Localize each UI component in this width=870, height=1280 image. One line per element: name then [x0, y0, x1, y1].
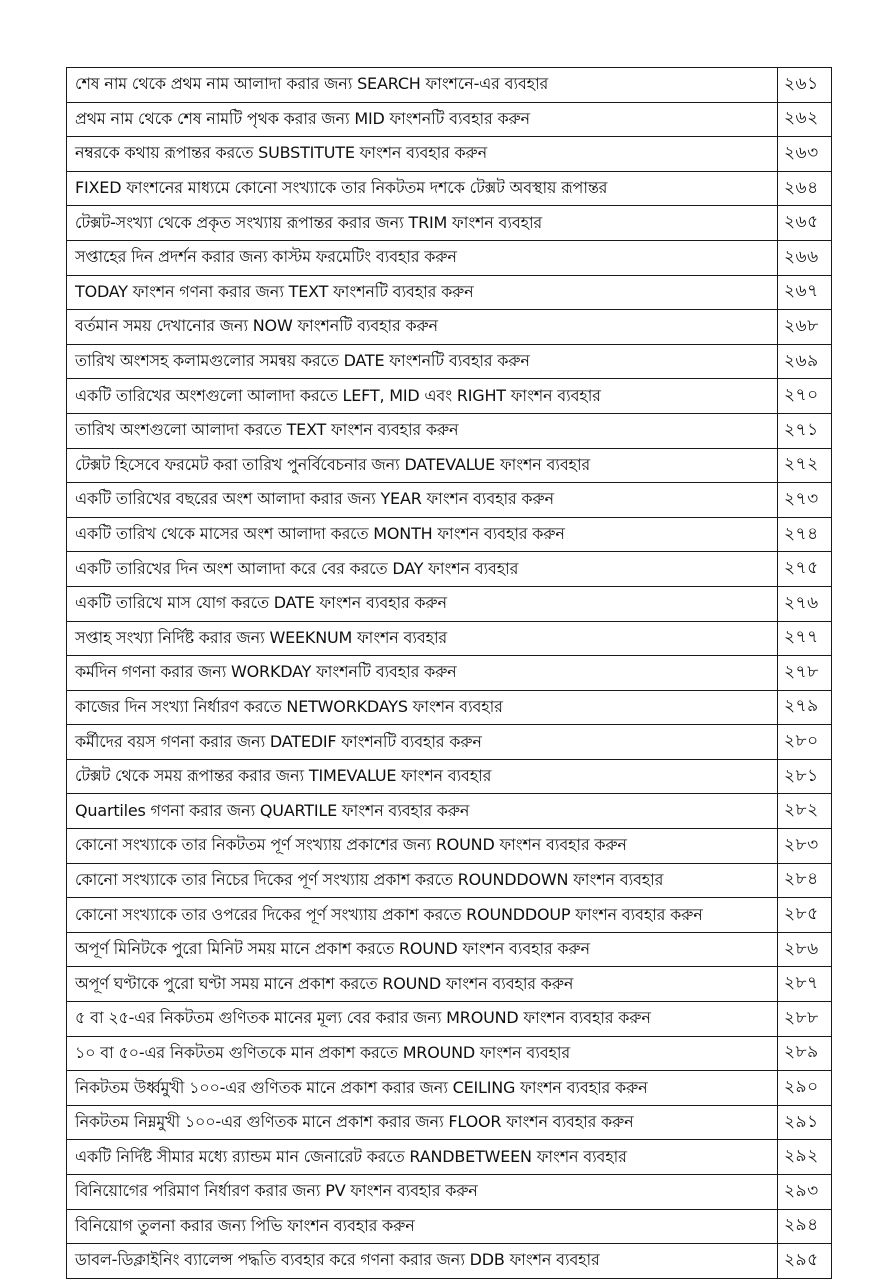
toc-entry-page-number: ২৯৪: [778, 1209, 832, 1244]
toc-entry-page-number: ২৮৯: [778, 1036, 832, 1071]
toc-entry-title: অপূর্ণ ঘণ্টাকে পুরো ঘণ্টা সময় মানে প্রকাশ করতে ROUND ফাংশন ব্যবহার করুন: [67, 967, 778, 1002]
toc-entry-page-number: ২৮৭: [778, 967, 832, 1002]
toc-row: [67, 586, 832, 621]
toc-entry-title: টেক্সট হিসেবে ফরমেট করা তারিখ পুনর্বিবেচনার জন্য DATEVALUE ফাংশন ব্যবহার: [67, 448, 778, 483]
toc-row: [67, 967, 832, 1002]
toc-entry-page-number: ২৬৮: [778, 310, 832, 345]
toc-entry-title: তারিখ অংশগুলো আলাদা করতে TEXT ফাংশন ব্যবহার করুন: [67, 413, 778, 448]
toc-entry-title: টেক্সট থেকে সময় রূপান্তর করার জন্য TIMEVALUE ফাংশন ব্যবহার: [67, 759, 778, 794]
toc-entry-title: কোনো সংখ্যাকে তার নিচের দিকের পূর্ণ সংখ্যায় প্রকাশ করতে ROUNDDOWN ফাংশন ব্যবহার: [67, 863, 778, 898]
toc-entry-page-number: ২৯৫: [778, 1244, 832, 1279]
toc-entry-page-number: ২৭২: [778, 448, 832, 483]
toc-entry-page-number: ২৭৩: [778, 483, 832, 518]
toc-row: [67, 206, 832, 241]
toc-entry-title: শেষ নাম থেকে প্রথম নাম আলাদা করার জন্য SEARCH ফাংশনে-এর ব্যবহার: [67, 68, 778, 103]
toc-entry-page-number: ২৮১: [778, 759, 832, 794]
toc-entry-page-number: ২৮২: [778, 794, 832, 829]
toc-entry-page-number: ২৬৬: [778, 240, 832, 275]
toc-entry-title: টেক্সট-সংখ্যা থেকে প্রকৃত সংখ্যায় রূপান্তর করার জন্য TRIM ফাংশন ব্যবহার: [67, 206, 778, 241]
toc-row: [67, 794, 832, 829]
toc-row: [67, 483, 832, 518]
toc-entry-page-number: ২৯২: [778, 1140, 832, 1175]
toc-entry-page-number: ২৭৭: [778, 621, 832, 656]
toc-row: [67, 1244, 832, 1279]
toc-row: [67, 552, 832, 587]
toc-entry-page-number: ২৭৮: [778, 656, 832, 691]
toc-entry-title: বিনিয়োগের পরিমাণ নির্ধারণ করার জন্য PV ফাংশন ব্যবহার করুন: [67, 1175, 778, 1210]
toc-row: [67, 656, 832, 691]
toc-entry-page-number: ২৮৩: [778, 829, 832, 864]
toc-entry-page-number: ২৬৪: [778, 171, 832, 206]
toc-entry-page-number: ২৯০: [778, 1071, 832, 1106]
toc-entry-page-number: ২৯১: [778, 1105, 832, 1140]
toc-entry-title: FIXED ফাংশনের মাধ্যমে কোনো সংখ্যাকে তার নিকটতম দশকে টেক্সট অবস্থায় রূপান্তর: [67, 171, 778, 206]
toc-entry-title: কোনো সংখ্যাকে তার নিকটতম পূর্ণ সংখ্যায় প্রকাশের জন্য ROUND ফাংশন ব্যবহার করুন: [67, 829, 778, 864]
table-of-contents: [66, 67, 832, 1279]
toc-entry-title: একটি তারিখের অংশগুলো আলাদা করতে LEFT, MID এবং RIGHT ফাংশন ব্যবহার: [67, 379, 778, 414]
toc-row: [67, 621, 832, 656]
toc-entry-title: সপ্তাহের দিন প্রদর্শন করার জন্য কাস্টম ফরমেটিং ব্যবহার করুন: [67, 240, 778, 275]
toc-entry-page-number: ২৮৮: [778, 1002, 832, 1037]
toc-row: [67, 137, 832, 172]
toc-row: [67, 1002, 832, 1037]
toc-row: [67, 310, 832, 345]
toc-row: [67, 344, 832, 379]
toc-entry-page-number: ২৬২: [778, 102, 832, 137]
toc-entry-title: বিনিয়োগ তুলনা করার জন্য পিভি ফাংশন ব্যবহার করুন: [67, 1209, 778, 1244]
toc-entry-page-number: ২৭৯: [778, 690, 832, 725]
toc-entry-title: অপূর্ণ মিনিটকে পুরো মিনিট সময় মানে প্রকাশ করতে ROUND ফাংশন ব্যবহার করুন: [67, 932, 778, 967]
toc-entry-page-number: ২৬৯: [778, 344, 832, 379]
toc-entry-title: ডাবল-ডিক্লাইনিং ব্যালেন্স পদ্ধতি ব্যবহার করে গণনা করার জন্য DDB ফাংশন ব্যবহার: [67, 1244, 778, 1279]
toc-entry-page-number: ২৬৩: [778, 137, 832, 172]
toc-entry-title: ১০ বা ৫০-এর নিকটতম গুণিতকে মান প্রকাশ করতে MROUND ফাংশন ব্যবহার: [67, 1036, 778, 1071]
toc-row: [67, 1036, 832, 1071]
toc-entry-title: নিকটতম উর্ধ্বমুখী ১০০-এর গুণিতক মানে প্রকাশ করার জন্য CEILING ফাংশন ব্যবহার করুন: [67, 1071, 778, 1106]
toc-row: [67, 379, 832, 414]
toc-entry-page-number: ২৯৩: [778, 1175, 832, 1210]
toc-entry-page-number: ২৭৪: [778, 517, 832, 552]
toc-row: [67, 863, 832, 898]
toc-entry-page-number: ২৭০: [778, 379, 832, 414]
toc-entry-title: কোনো সংখ্যাকে তার ওপরের দিকের পূর্ণ সংখ্যায় প্রকাশ করতে ROUNDDOUP ফাংশন ব্যবহার করুন: [67, 898, 778, 933]
toc-row: [67, 68, 832, 103]
toc-row: [67, 932, 832, 967]
toc-row: [67, 517, 832, 552]
toc-entry-page-number: ২৮৬: [778, 932, 832, 967]
toc-row: [67, 1071, 832, 1106]
toc-entry-title: একটি তারিখের বছরের অংশ আলাদা করার জন্য YEAR ফাংশন ব্যবহার করুন: [67, 483, 778, 518]
toc-entry-title: একটি তারিখের দিন অংশ আলাদা করে বের করতে DAY ফাংশন ব্যবহার: [67, 552, 778, 587]
toc-entry-page-number: ২৭৫: [778, 552, 832, 587]
toc-entry-title: TODAY ফাংশন গণনা করার জন্য TEXT ফাংশনটি ব্যবহার করুন: [67, 275, 778, 310]
toc-entry-title: কর্মীদের বয়স গণনা করার জন্য DATEDIF ফাংশনটি ব্যবহার করুন: [67, 725, 778, 760]
toc-row: [67, 102, 832, 137]
toc-entry-page-number: ২৬৭: [778, 275, 832, 310]
toc-row: [67, 240, 832, 275]
toc-entry-title: একটি তারিখে মাস যোগ করতে DATE ফাংশন ব্যবহার করুন: [67, 586, 778, 621]
toc-entry-page-number: ২৬১: [778, 68, 832, 103]
toc-entry-page-number: ২৭১: [778, 413, 832, 448]
toc-entry-title: বর্তমান সময় দেখানোর জন্য NOW ফাংশনটি ব্যবহার করুন: [67, 310, 778, 345]
toc-entry-title: একটি নির্দিষ্ট সীমার মধ্যে র‌্যান্ডম মান জেনারেট করতে RANDBETWEEN ফাংশন ব্যবহার: [67, 1140, 778, 1175]
toc-row: [67, 448, 832, 483]
toc-entry-title: প্রথম নাম থেকে শেষ নামটি পৃথক করার জন্য MID ফাংশনটি ব্যবহার করুন: [67, 102, 778, 137]
toc-entry-page-number: ২৮৫: [778, 898, 832, 933]
toc-row: [67, 171, 832, 206]
toc-row: [67, 1105, 832, 1140]
toc-body: [67, 68, 832, 1279]
toc-entry-title: কাজের দিন সংখ্যা নির্ধারণ করতে NETWORKDAYS ফাংশন ব্যবহার: [67, 690, 778, 725]
toc-entry-title: Quartiles গণনা করার জন্য QUARTILE ফাংশন ব্যবহার করুন: [67, 794, 778, 829]
toc-row: [67, 829, 832, 864]
toc-row: [67, 898, 832, 933]
toc-entry-title: নম্বরকে কথায় রূপান্তর করতে SUBSTITUTE ফাংশন ব্যবহার করুন: [67, 137, 778, 172]
toc-entry-title: ৫ বা ২৫-এর নিকটতম গুণিতক মানের মূল্য বের করার জন্য MROUND ফাংশন ব্যবহার করুন: [67, 1002, 778, 1037]
toc-entry-title: একটি তারিখ থেকে মাসের অংশ আলাদা করতে MONTH ফাংশন ব্যবহার করুন: [67, 517, 778, 552]
toc-entry-page-number: ২৮৪: [778, 863, 832, 898]
toc-entry-page-number: ২৮০: [778, 725, 832, 760]
toc-row: [67, 725, 832, 760]
toc-row: [67, 413, 832, 448]
toc-row: [67, 759, 832, 794]
toc-entry-page-number: ২৬৫: [778, 206, 832, 241]
toc-entry-title: সপ্তাহ সংখ্যা নির্দিষ্ট করার জন্য WEEKNUM ফাংশন ব্যবহার: [67, 621, 778, 656]
toc-row: [67, 690, 832, 725]
toc-entry-title: কর্মদিন গণনা করার জন্য WORKDAY ফাংশনটি ব্যবহার করুন: [67, 656, 778, 691]
toc-entry-page-number: ২৭৬: [778, 586, 832, 621]
toc-entry-title: তারিখ অংশসহ কলামগুলোর সমন্বয় করতে DATE ফাংশনটি ব্যবহার করুন: [67, 344, 778, 379]
toc-entry-title: নিকটতম নিম্নমুখী ১০০-এর গুণিতক মানে প্রকাশ করার জন্য FLOOR ফাংশন ব্যবহার করুন: [67, 1105, 778, 1140]
toc-row: [67, 1140, 832, 1175]
toc-row: [67, 1209, 832, 1244]
toc-row: [67, 275, 832, 310]
toc-row: [67, 1175, 832, 1210]
